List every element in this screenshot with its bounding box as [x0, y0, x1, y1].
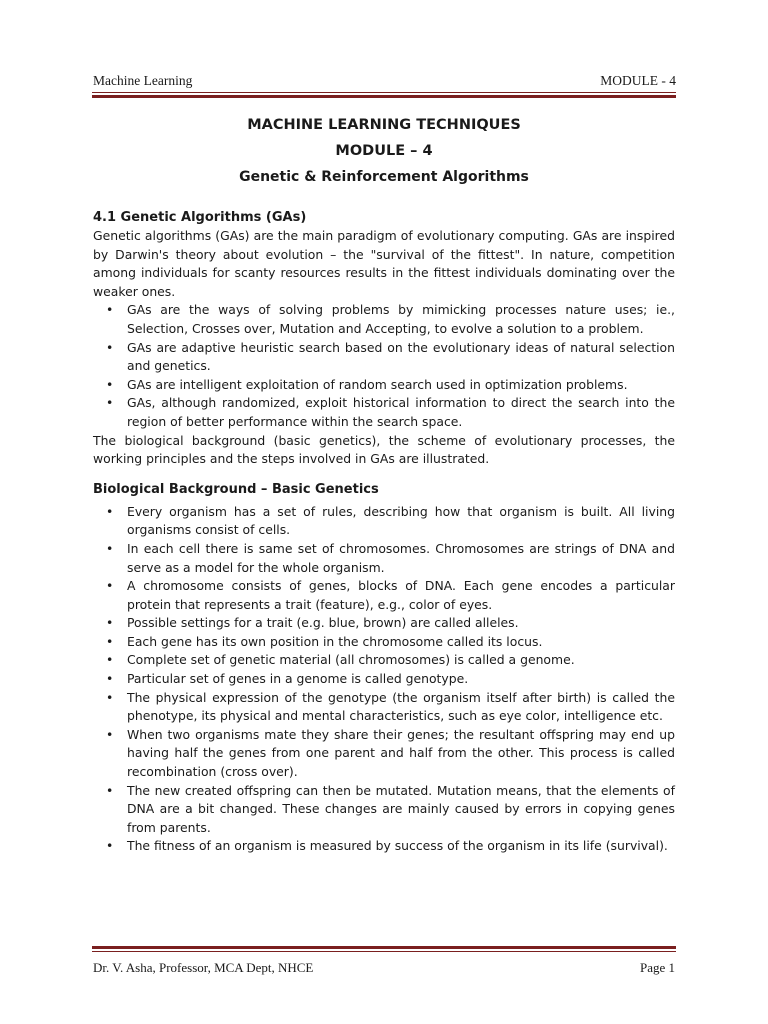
footer-author: Dr. V. Asha, Professor, MCA Dept, NHCE [93, 960, 314, 975]
footer-rule-thick [92, 946, 676, 949]
list-item: • GAs are intelligent exploitation of random search used in optimization problems. [93, 376, 675, 395]
list-item: • Every organism has a set of rules, describing how that organism is built. All living organisms consist of cells. [93, 503, 675, 540]
list-item: • The physical expression of the genotype (the organism itself after birth) is called the phenotype, its physical and mental characteristics, such as eye color, intelligence etc. [93, 689, 675, 726]
footer-rule-thin [92, 951, 676, 952]
section-heading-genetic-algorithms: 4.1 Genetic Algorithms (GAs) [93, 210, 307, 225]
page-content [93, 113, 675, 856]
page-footer [93, 958, 675, 978]
list-item: • Complete set of genetic material (all chromosomes) is called a genome. [93, 651, 675, 670]
intro-paragraph: Genetic algorithms (GAs) are the main paradigm of evolutionary computing. GAs are inspired by Darwin's theory about evolution – the "survival of the fittest". In nature, competition among individuals for scanty resources results in the fittest individuals dominating over the weaker ones. [93, 228, 675, 299]
header-left-text: Machine Learning [93, 73, 193, 88]
list-item: • The fitness of an organism is measured by success of the organism in its life (survival). [93, 837, 675, 856]
list-item: • Possible settings for a trait (e.g. blue, brown) are called alleles. [93, 614, 675, 633]
list-item: • The new created offspring can then be mutated. Mutation means, that the elements of DNA are a bit changed. These changes are mainly caused by errors in copying genes from parents. [93, 782, 675, 838]
page-header [93, 71, 676, 91]
section-heading-basic-genetics: Biological Background – Basic Genetics [93, 481, 379, 497]
module-title: MODULE – 4 [335, 143, 433, 159]
page-number: Page 1 [639, 960, 675, 975]
document-title: MACHINE LEARNING TECHNIQUES [247, 117, 521, 133]
genetics-bullet-list [93, 503, 675, 856]
list-item: • GAs, although randomized, exploit historical information to direct the search into the region of better performance within the search space. [93, 394, 675, 431]
ga-bullet-list [93, 301, 675, 431]
module-subtitle: Genetic & Reinforcement Algorithms [239, 169, 529, 185]
list-item: • In each cell there is same set of chromosomes. Chromosomes are strings of DNA and serve as a model for the whole organism. [93, 540, 675, 577]
header-rule-thin [92, 92, 676, 93]
list-item: • GAs are the ways of solving problems by mimicking processes nature uses; ie., Selection, Crosses over, Mutation and Accepting, to evolve a solution to a problem. [93, 301, 675, 338]
header-rule-thick [92, 95, 676, 98]
list-item: • When two organisms mate they share their genes; the resultant offspring may end up having half the genes from one parent and half from the other. This process is called recombination (cross over). [93, 726, 675, 782]
list-item: • Each gene has its own position in the chromosome called its locus. [93, 633, 675, 652]
outro-paragraph: The biological background (basic genetics), the scheme of evolutionary processes, the working principles and the steps involved in GAs are illustrated. [93, 432, 675, 467]
header-right-text: MODULE - 4 [600, 73, 676, 88]
list-item: • Particular set of genes in a genome is called genotype. [93, 670, 675, 689]
list-item: • GAs are adaptive heuristic search based on the evolutionary ideas of natural selection and genetics. [93, 339, 675, 376]
list-item: • A chromosome consists of genes, blocks of DNA. Each gene encodes a particular protein that represents a trait (feature), e.g., color of eyes. [93, 577, 675, 614]
